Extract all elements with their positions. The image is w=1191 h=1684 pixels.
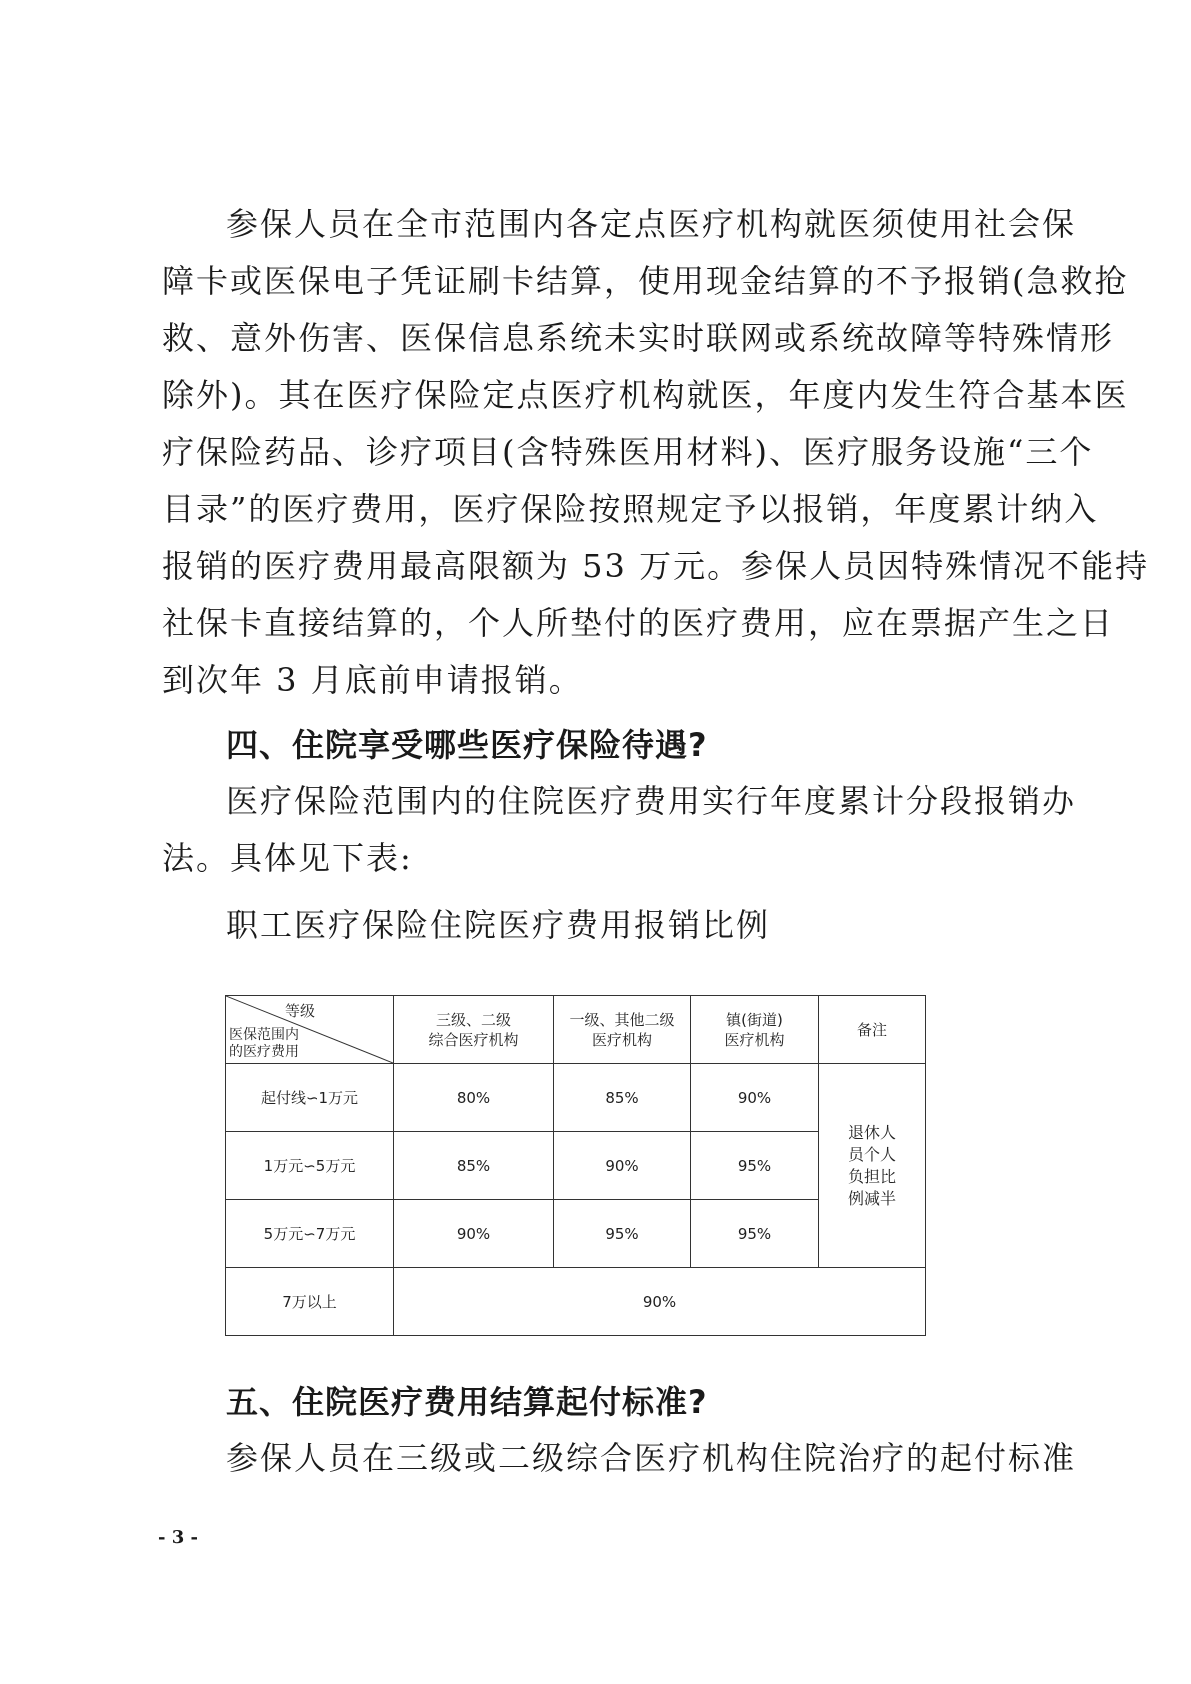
table-caption: 职工医疗保险住院医疗费用报销比例 <box>226 906 771 944</box>
grade-label: 等级 <box>284 1002 315 1020</box>
text-line: 到次年 3 月底前申请报销。 <box>162 661 583 699</box>
range-cell: 5万元∽7万元 <box>226 1200 394 1268</box>
rate-cell: 95% <box>691 1132 819 1200</box>
diagonal-header-cell <box>226 996 394 1064</box>
rate-cell: 95% <box>554 1200 691 1268</box>
paragraph-inpatient-benefits <box>162 773 1077 887</box>
range-cell: 起付线∽1万元 <box>226 1064 394 1132</box>
text-line: 医疗保险范围内的住院医疗费用实行年度累计分段报销办 <box>226 782 1077 820</box>
text-line: 社保卡直接结算的，个人所垫付的医疗费用，应在票据产生之日 <box>162 604 1115 642</box>
header-tier3-tier2 <box>394 996 554 1064</box>
header-line: 综合医疗机构 <box>428 1030 519 1049</box>
reimbursement-rate-table <box>225 995 926 1336</box>
text-line: 目录”的医疗费用，医疗保险按照规定予以报销，年度累计纳入 <box>162 490 1099 528</box>
header-line: 一级、其他二级 <box>569 1010 675 1029</box>
header-line: 镇(街道) <box>726 1010 783 1029</box>
remarks-line: 退休人 <box>847 1122 896 1142</box>
remarks-line: 员个人 <box>847 1144 896 1164</box>
rate-cell: 90% <box>691 1064 819 1132</box>
header-tier1-other <box>554 996 691 1064</box>
paragraph-hospital-settlement <box>162 196 1150 709</box>
header-line: 医疗机构 <box>724 1030 785 1049</box>
text-line: 报销的医疗费用最高限额为 53 万元。参保人员因特殊情况不能持 <box>162 547 1150 585</box>
header-line: 医疗机构 <box>591 1030 652 1049</box>
rate-cell: 85% <box>394 1132 554 1200</box>
rate-cell: 90% <box>554 1132 691 1200</box>
paragraph-deductible <box>162 1430 1077 1487</box>
section-heading-4: 四、住院享受哪些医疗保险待遇? <box>226 726 708 764</box>
header-remarks: 备注 <box>819 996 926 1064</box>
section-heading-5: 五、住院医疗费用结算起付标准? <box>226 1383 708 1421</box>
text-line: 除外)。其在医疗保险定点医疗机构就医，年度内发生符合基本医 <box>162 376 1129 414</box>
cost-range-label <box>229 1027 299 1061</box>
remarks-line: 负担比 <box>847 1166 896 1186</box>
range-cell: 1万元∽5万元 <box>226 1132 394 1200</box>
text-line: 疗保险药品、诊疗项目(含特殊医用材料)、医疗服务设施“三个 <box>162 433 1094 471</box>
remarks-cell <box>819 1064 926 1268</box>
remarks-line: 例减半 <box>847 1188 896 1208</box>
header-line: 三级、二级 <box>435 1010 511 1029</box>
table-row <box>226 1064 926 1132</box>
cost-range-label-line: 医保范围内 <box>229 1027 299 1043</box>
text-line: 参保人员在三级或二级综合医疗机构住院治疗的起付标准 <box>226 1439 1077 1477</box>
text-line: 救、意外伤害、医保信息系统未实时联网或系统故障等特殊情形 <box>162 319 1115 357</box>
text-line: 障卡或医保电子凭证刷卡结算，使用现金结算的不予报销(急救抢 <box>162 262 1129 300</box>
cost-range-label-line: 的医疗费用 <box>229 1044 299 1060</box>
table-header-row <box>226 996 926 1064</box>
rate-cell: 85% <box>554 1064 691 1132</box>
text-line: 法。具体见下表: <box>162 839 413 877</box>
header-township <box>691 996 819 1064</box>
rate-cell: 80% <box>394 1064 554 1132</box>
range-cell: 7万以上 <box>226 1268 394 1336</box>
table-row <box>226 1268 926 1336</box>
rate-cell: 90% <box>394 1200 554 1268</box>
rate-cell-merged: 90% <box>394 1268 926 1336</box>
rate-cell: 95% <box>691 1200 819 1268</box>
page-number: - 3 - <box>158 1527 198 1548</box>
text-line: 参保人员在全市范围内各定点医疗机构就医须使用社会保 <box>226 205 1077 243</box>
